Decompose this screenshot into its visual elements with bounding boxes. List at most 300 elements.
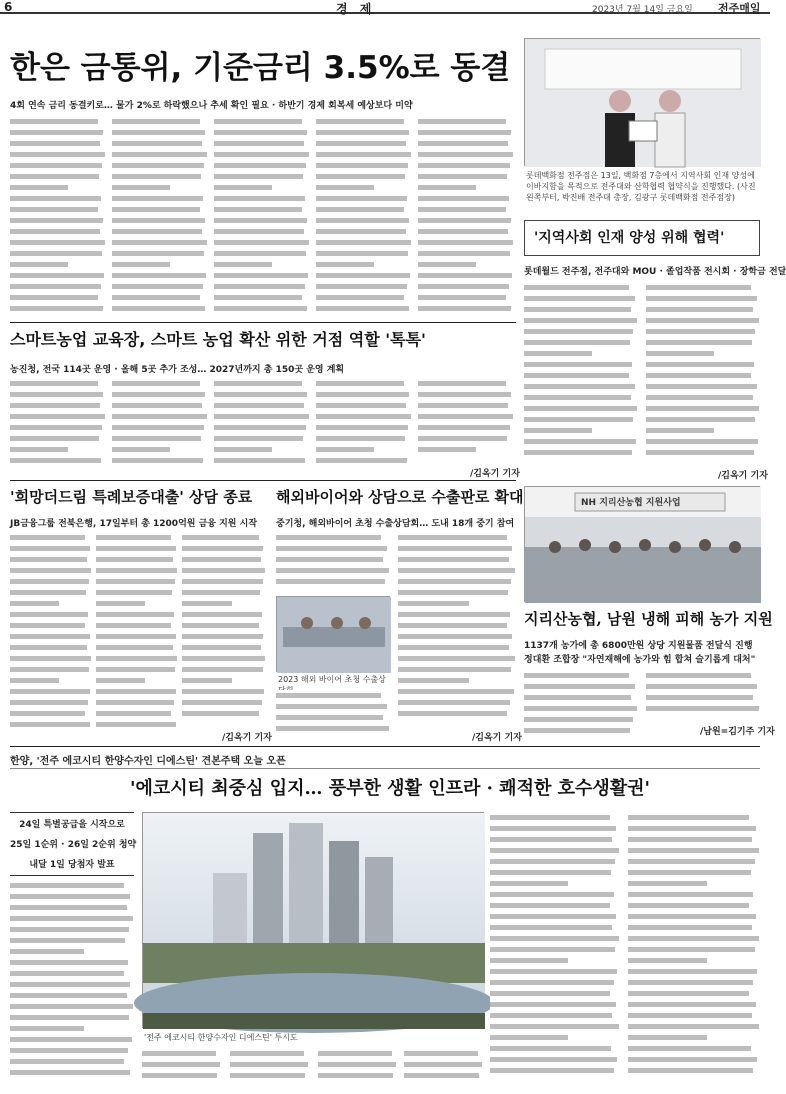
text-line xyxy=(230,1048,304,1059)
issue-date: 2023년 7월 14일 금요일 xyxy=(592,5,693,15)
text-line xyxy=(398,565,515,576)
text-line xyxy=(112,378,200,389)
text-line xyxy=(318,1059,396,1070)
text-line xyxy=(214,303,307,314)
mou-photo-illustration xyxy=(525,39,761,167)
text-line xyxy=(10,631,90,642)
text-line xyxy=(524,381,635,392)
text-line xyxy=(316,116,404,127)
text-line xyxy=(628,845,759,856)
text-line xyxy=(398,609,510,620)
a6-column xyxy=(524,670,638,736)
text-line xyxy=(628,922,752,933)
apartment-rendering xyxy=(143,813,485,1029)
text-line xyxy=(418,281,509,292)
text-line xyxy=(418,422,510,433)
text-line xyxy=(646,403,759,414)
text-line xyxy=(398,686,514,697)
text-line xyxy=(490,966,617,977)
text-line xyxy=(214,237,309,248)
text-line xyxy=(214,292,302,303)
text-line xyxy=(10,543,90,554)
divider xyxy=(10,768,760,769)
text-line xyxy=(112,433,201,444)
text-line xyxy=(112,160,204,171)
text-line xyxy=(10,444,68,455)
text-line xyxy=(96,631,176,642)
text-line xyxy=(10,598,59,609)
text-line xyxy=(316,171,405,182)
text-line xyxy=(276,565,389,576)
a7-summary-2: 25일 1순위 · 26일 2순위 청약 xyxy=(10,840,137,850)
text-line xyxy=(10,664,89,675)
text-line xyxy=(524,670,629,681)
text-line xyxy=(524,403,637,414)
text-line xyxy=(524,315,637,326)
text-line xyxy=(10,259,68,270)
divider xyxy=(10,322,516,323)
text-line xyxy=(398,675,469,686)
text-line xyxy=(10,719,90,730)
text-line xyxy=(646,370,751,381)
text-line xyxy=(10,576,89,587)
text-line xyxy=(418,226,508,237)
text-line xyxy=(112,204,200,215)
text-line xyxy=(276,690,381,701)
text-line xyxy=(398,653,515,664)
text-line xyxy=(112,292,200,303)
text-line xyxy=(646,681,757,692)
text-line xyxy=(418,182,476,193)
text-line xyxy=(214,270,308,281)
text-line xyxy=(10,990,127,1001)
text-line xyxy=(524,348,592,359)
text-line xyxy=(318,1048,392,1059)
a1-column xyxy=(214,116,310,314)
text-line xyxy=(10,1045,128,1056)
a3-column xyxy=(646,282,760,466)
text-line xyxy=(398,708,507,719)
text-line xyxy=(628,1032,707,1043)
text-line xyxy=(418,116,506,127)
text-line xyxy=(490,944,615,955)
text-line xyxy=(398,664,511,675)
text-line xyxy=(490,1021,619,1032)
a6-subheadline-1: 1137개 농가에 총 6800만원 상당 지원물품 전달식 진행 xyxy=(524,641,753,651)
text-line xyxy=(316,303,409,314)
text-line xyxy=(628,823,756,834)
text-line xyxy=(490,1010,612,1021)
text-line xyxy=(10,935,125,946)
text-line xyxy=(398,587,508,598)
text-line xyxy=(318,1070,393,1081)
text-line xyxy=(316,149,411,160)
text-line xyxy=(418,160,510,171)
text-line xyxy=(646,282,751,293)
text-line xyxy=(316,281,407,292)
text-line xyxy=(490,856,615,867)
text-line xyxy=(230,1070,305,1081)
a1-headline: 한은 금통위, 기준금리 3.5%로 동결 xyxy=(10,50,511,86)
text-line xyxy=(112,193,203,204)
text-line xyxy=(398,642,509,653)
text-line xyxy=(628,944,755,955)
a4-byline: /김옥기 기자 xyxy=(222,733,272,743)
text-line xyxy=(418,270,512,281)
text-line xyxy=(96,543,176,554)
text-line xyxy=(10,248,102,259)
text-line xyxy=(646,436,758,447)
text-line xyxy=(10,708,85,719)
text-line xyxy=(490,845,619,856)
a2-column xyxy=(214,378,310,476)
text-line xyxy=(182,532,259,543)
text-line xyxy=(490,812,610,823)
text-line xyxy=(214,281,305,292)
text-line xyxy=(646,337,752,348)
a1-column xyxy=(112,116,208,314)
text-line xyxy=(404,1048,478,1059)
a2-headline: 스마트농업 교육장, 스마트 농업 확산 위한 거점 역할 '톡톡' xyxy=(10,330,426,349)
text-line xyxy=(628,812,749,823)
text-line xyxy=(214,149,309,160)
a2-column xyxy=(418,378,514,464)
text-line xyxy=(142,1059,220,1070)
text-line xyxy=(214,411,309,422)
text-line xyxy=(10,422,102,433)
text-line xyxy=(10,686,90,697)
text-line xyxy=(10,1001,133,1012)
text-line xyxy=(96,708,171,719)
text-line xyxy=(628,900,749,911)
text-line xyxy=(214,455,305,466)
text-line xyxy=(10,411,105,422)
text-line xyxy=(142,1070,217,1081)
text-line xyxy=(10,215,103,226)
text-line xyxy=(490,1065,614,1076)
a3-byline: /김옥기 기자 xyxy=(718,471,768,481)
text-line xyxy=(418,259,476,270)
text-line xyxy=(316,127,409,138)
a1-column xyxy=(316,116,412,314)
text-line xyxy=(10,400,100,411)
text-line xyxy=(10,138,100,149)
text-line xyxy=(276,576,385,587)
text-line xyxy=(646,392,753,403)
text-line xyxy=(524,447,632,458)
text-line xyxy=(490,834,612,845)
a3-headline: '지역사회 인재 양성 위해 협력' xyxy=(534,230,725,246)
text-line xyxy=(628,1010,752,1021)
text-line xyxy=(112,248,204,259)
text-line xyxy=(112,237,207,248)
a7-summary-3: 내달 1일 당첨자 발표 xyxy=(29,860,115,870)
text-line xyxy=(10,292,98,303)
text-line xyxy=(10,913,133,924)
text-line xyxy=(10,1067,130,1078)
text-line xyxy=(490,1043,611,1054)
text-line xyxy=(112,226,202,237)
page-header xyxy=(0,0,770,14)
text-line xyxy=(96,565,177,576)
text-line xyxy=(490,955,568,966)
text-line xyxy=(646,414,755,425)
a7-column xyxy=(10,880,134,1086)
divider xyxy=(10,480,516,481)
text-line xyxy=(10,226,100,237)
a2-subheadline: 농진청, 전국 114곳 운영 · 올해 5곳 추가 조성… 2027년까지 총 150곳 운영 계획 xyxy=(10,365,345,375)
a2-column xyxy=(316,378,412,476)
a3-photo-caption: 롯데백화점 전주점은 13일, 백화점 7층에서 지역사회 인재 양성에 이바지함을 목적으로 전주대와 산학협력 협약식을 진행했다. (사진 왼쪽부터, 박진배 전주대 총장, 김광구 롯데백화점 전주점장) xyxy=(526,171,756,202)
text-line xyxy=(112,400,202,411)
text-line xyxy=(214,116,302,127)
text-line xyxy=(10,924,129,935)
a5-column xyxy=(276,690,390,740)
text-line xyxy=(96,686,176,697)
a7-column xyxy=(490,812,620,1086)
text-line xyxy=(10,957,128,968)
divider xyxy=(10,746,760,747)
text-line xyxy=(10,968,124,979)
text-line xyxy=(316,193,407,204)
text-line xyxy=(490,988,610,999)
text-line xyxy=(418,303,511,314)
text-line xyxy=(398,598,469,609)
text-line xyxy=(214,433,303,444)
text-line xyxy=(10,237,105,248)
text-line xyxy=(418,444,476,455)
text-line xyxy=(182,664,263,675)
text-line xyxy=(10,281,101,292)
text-line xyxy=(628,1043,751,1054)
text-line xyxy=(490,922,612,933)
text-line xyxy=(398,554,509,565)
text-line xyxy=(418,171,507,182)
text-line xyxy=(96,719,176,730)
text-line xyxy=(10,946,84,957)
text-line xyxy=(112,171,201,182)
text-line xyxy=(276,554,383,565)
text-line xyxy=(418,127,511,138)
text-line xyxy=(628,911,756,922)
text-line xyxy=(316,160,408,171)
text-line xyxy=(524,425,592,436)
text-line xyxy=(646,447,754,458)
text-line xyxy=(230,1059,308,1070)
text-line xyxy=(646,703,759,714)
text-line xyxy=(10,653,91,664)
text-line xyxy=(112,444,170,455)
text-line xyxy=(276,723,389,734)
text-line xyxy=(10,127,103,138)
text-line xyxy=(628,933,759,944)
text-line xyxy=(490,1032,568,1043)
text-line xyxy=(316,378,404,389)
text-line xyxy=(628,856,755,867)
text-line xyxy=(182,587,260,598)
text-line xyxy=(398,543,512,554)
text-line xyxy=(316,292,404,303)
text-line xyxy=(316,455,407,466)
a5-column xyxy=(276,532,390,592)
text-line xyxy=(418,400,508,411)
text-line xyxy=(182,620,259,631)
text-line xyxy=(10,565,91,576)
text-line xyxy=(628,889,753,900)
text-line xyxy=(214,444,272,455)
text-line xyxy=(646,670,751,681)
text-line xyxy=(646,348,714,359)
text-line xyxy=(316,389,409,400)
text-line xyxy=(276,532,381,543)
text-line xyxy=(418,378,506,389)
text-line xyxy=(10,270,104,281)
a2-column xyxy=(10,378,106,476)
text-line xyxy=(214,204,302,215)
a6-column xyxy=(646,670,760,718)
text-line xyxy=(524,725,630,736)
a1-column xyxy=(10,116,106,314)
a4-column xyxy=(96,532,178,740)
text-line xyxy=(182,565,265,576)
text-line xyxy=(490,878,568,889)
text-line xyxy=(112,215,205,226)
a5-byline: /김옥기 기자 xyxy=(472,733,522,743)
text-line xyxy=(10,532,85,543)
text-line xyxy=(628,878,707,889)
a6-byline: /남원=김기주 기자 xyxy=(700,727,775,737)
text-line xyxy=(524,326,633,337)
text-line xyxy=(316,400,406,411)
text-line xyxy=(214,160,306,171)
text-line xyxy=(96,598,145,609)
text-line xyxy=(316,433,405,444)
text-line xyxy=(10,378,98,389)
text-line xyxy=(96,653,177,664)
text-line xyxy=(10,116,98,127)
text-line xyxy=(96,642,173,653)
text-line xyxy=(316,444,374,455)
text-line xyxy=(490,977,614,988)
text-line xyxy=(628,1065,753,1076)
text-line xyxy=(490,911,616,922)
text-line xyxy=(10,1023,84,1034)
text-line xyxy=(96,675,145,686)
text-line xyxy=(182,686,264,697)
text-line xyxy=(214,182,272,193)
text-line xyxy=(276,712,383,723)
a4-column xyxy=(10,532,92,740)
text-line xyxy=(490,823,616,834)
export-meeting-photo xyxy=(277,597,391,673)
a6-headline: 지리산농협, 남원 냉해 피해 농가 지원 xyxy=(524,610,773,628)
text-line xyxy=(316,422,408,433)
text-line xyxy=(646,692,753,703)
a6-subheadline-2: 정대환 조합장 "자연재해에 농가와 힘 합쳐 슬기롭게 대처" xyxy=(524,655,756,665)
a1-column xyxy=(418,116,514,314)
text-line xyxy=(628,1054,757,1065)
text-line xyxy=(96,664,175,675)
text-line xyxy=(182,609,262,620)
text-line xyxy=(112,389,205,400)
text-line xyxy=(182,653,265,664)
text-line xyxy=(112,116,200,127)
text-line xyxy=(96,620,171,631)
text-line xyxy=(490,867,611,878)
a7-rendering-photo xyxy=(142,812,484,1028)
a3-column xyxy=(524,282,638,466)
text-line xyxy=(398,620,507,631)
a5-photo xyxy=(276,596,390,672)
text-line xyxy=(524,370,629,381)
text-line xyxy=(490,889,614,900)
text-line xyxy=(214,248,306,259)
text-line xyxy=(418,389,511,400)
text-line xyxy=(10,204,98,215)
text-line xyxy=(214,138,304,149)
text-line xyxy=(490,1054,617,1065)
text-line xyxy=(10,193,101,204)
a7-column xyxy=(142,1048,222,1088)
text-line xyxy=(404,1070,479,1081)
text-line xyxy=(96,587,172,598)
text-line xyxy=(112,281,203,292)
text-line xyxy=(316,411,411,422)
text-line xyxy=(524,681,635,692)
text-line xyxy=(214,378,302,389)
text-line xyxy=(10,979,130,990)
text-line xyxy=(10,697,88,708)
text-line xyxy=(628,867,751,878)
a7-summary-box xyxy=(10,812,137,876)
text-line xyxy=(490,933,619,944)
a3-photo xyxy=(524,38,760,166)
text-line xyxy=(10,609,88,620)
text-line xyxy=(316,270,410,281)
text-line xyxy=(418,215,511,226)
text-line xyxy=(628,955,707,966)
a5-column xyxy=(398,532,516,728)
text-line xyxy=(182,543,263,554)
a5-subheadline: 중기청, 해외바이어 초청 수출상담회… 도내 18개 중기 참여 xyxy=(276,519,515,529)
text-line xyxy=(10,1012,129,1023)
text-line xyxy=(214,193,305,204)
text-line xyxy=(276,543,387,554)
text-line xyxy=(214,400,304,411)
text-line xyxy=(418,248,510,259)
a5-photo-caption: 2023 해외 바이어 초청 수출상 xyxy=(278,675,386,684)
text-line xyxy=(96,697,174,708)
text-line xyxy=(398,532,507,543)
text-line xyxy=(524,714,633,725)
text-line xyxy=(524,692,631,703)
text-line xyxy=(628,977,753,988)
text-line xyxy=(10,171,99,182)
text-line xyxy=(628,988,749,999)
text-line xyxy=(316,204,404,215)
text-line xyxy=(628,1021,759,1032)
text-line xyxy=(398,631,512,642)
text-line xyxy=(10,389,103,400)
text-line xyxy=(418,193,509,204)
a7-column xyxy=(318,1048,398,1088)
text-line xyxy=(524,392,631,403)
text-line xyxy=(418,204,506,215)
text-line xyxy=(112,127,205,138)
text-line xyxy=(10,160,102,171)
text-line xyxy=(182,576,263,587)
text-line xyxy=(418,237,513,248)
